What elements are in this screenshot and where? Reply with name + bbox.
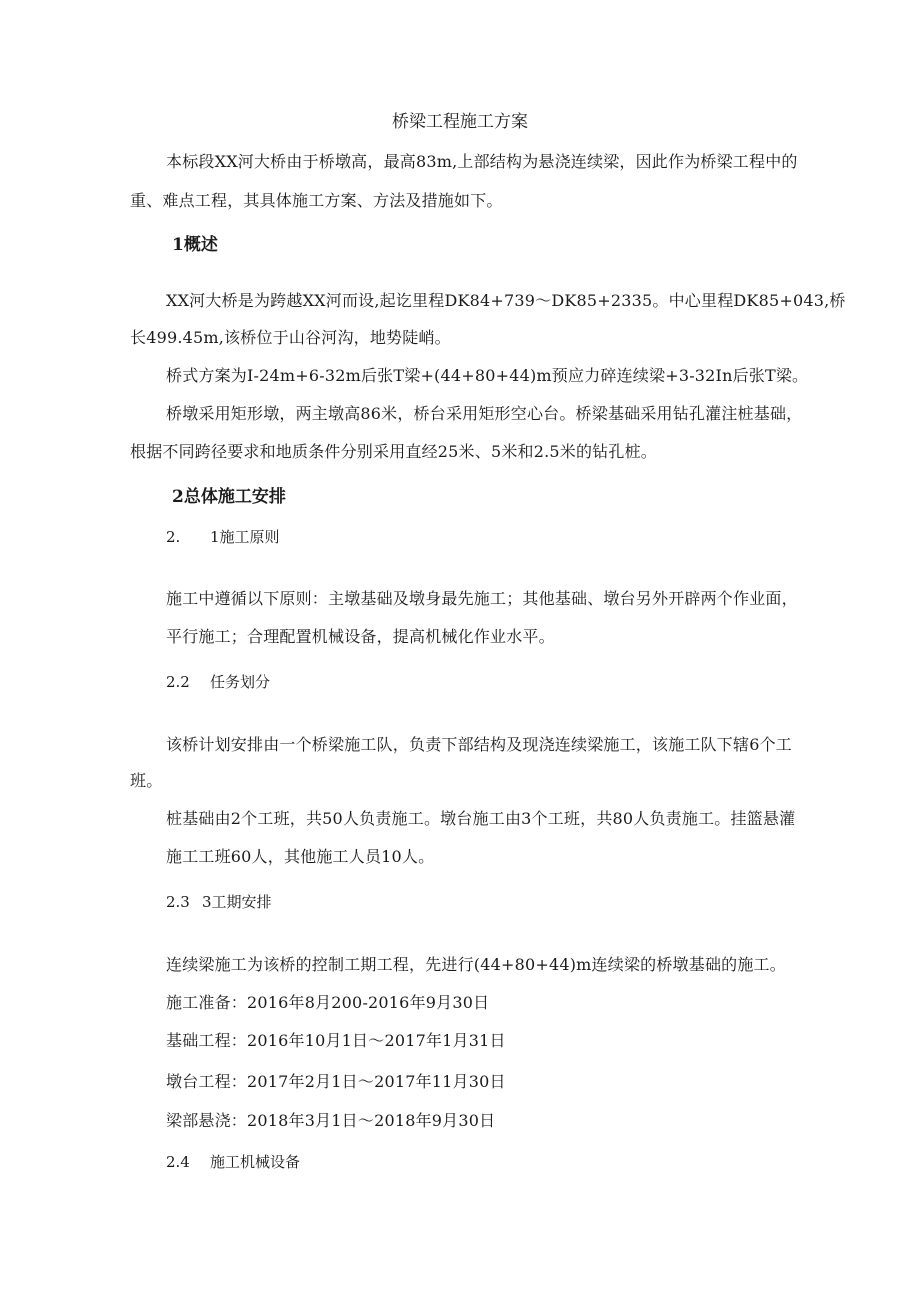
subsection-2-3-heading: [166, 890, 272, 914]
section-1-p2: 桥式方案为I-24m+6-32m后张T梁+(44+80+44)m预应力碎连续梁+3-32In后张T梁。: [166, 366, 809, 385]
section-2-heading: 2总体施工安排: [172, 487, 286, 507]
section-1-p3-line-2: 根据不同跨径要求和地质条件分别采用直经25米、5米和2.5米的钻孔桩。: [130, 442, 657, 461]
subsection-2-3-p1: 连续梁施工为该桥的控制工期工程，先进行(44+80+44)m连续梁的桥墩基础的施工。: [166, 955, 786, 974]
schedule-item: 基础工程：2016年10月1日～2017年1月31日: [166, 1031, 506, 1050]
subsection-2-4-number: 2.4: [166, 1153, 190, 1171]
subsection-2-2-heading: [166, 670, 270, 694]
subsection-2-4-label: 施工机械设备: [210, 1153, 301, 1171]
subsection-2-2-number: 2.2: [166, 673, 190, 691]
schedule-item: 梁部悬浇：2018年3月1日～2018年9月30日: [166, 1111, 496, 1130]
subsection-2-3-number: 2.3: [166, 893, 190, 911]
subsection-2-2-p2-line-2: 施工工班60人，其他施工人员10人。: [166, 847, 435, 866]
intro-line-1: 本标段XX河大桥由于桥墩高，最高83m,上部结构为悬浇连续梁，因此作为桥梁工程中的: [166, 152, 798, 171]
subsection-2-1-heading: [166, 525, 280, 549]
section-1-heading: 1概述: [172, 235, 218, 255]
subsection-2-3-label: 3工期安排: [202, 893, 272, 911]
subsection-2-2-p2-line-1: 桩基础由2个工班，共50人负责施工。墩台施工由3个工班，共80人负责施工。挂篮悬灌: [166, 809, 796, 828]
section-1-p1-line-2: 长499.45m,该桥位于山谷河沟，地势陡峭。: [130, 328, 451, 347]
schedule-item: 施工准备：2016年8月200-2016年9月30日: [166, 993, 490, 1012]
subsection-2-1-p-line-1: 施工中遵循以下原则：主墩基础及墩身最先施工；其他基础、墩台另外开辟两个作业面，: [166, 589, 798, 608]
document-title: 桥梁工程施工方案: [392, 112, 528, 132]
subsection-2-4-heading: [166, 1150, 300, 1174]
intro-line-2: 重、难点工程，其具体施工方案、方法及措施如下。: [130, 191, 503, 210]
subsection-2-1-p-line-2: 平行施工；合理配置机械设备，提高机械化作业水平。: [166, 627, 555, 646]
section-1-p3-line-1: 桥墩采用矩形墩，两主墩高86米，桥台采用矩形空心台。桥梁基础采用钻孔灌注桩基础，: [166, 404, 803, 423]
subsection-2-1-number: 2.: [166, 528, 181, 546]
subsection-2-2-label: 任务划分: [210, 673, 271, 691]
section-1-p1-line-1: XX河大桥是为跨越XX河而设,起讫里程DK84+739～DK85+2335。中心里程DK85+043,桥: [166, 291, 846, 310]
subsection-2-1-label: 1施工原则: [210, 528, 280, 546]
subsection-2-2-p1-line-1: 该桥计划安排由一个桥梁施工队，负责下部结构及现浇连续梁施工，该施工队下辖6个工: [166, 735, 792, 754]
schedule-item: 墩台工程：2017年2月1日～2017年11月30日: [166, 1072, 506, 1091]
subsection-2-2-p1-line-2: 班。: [130, 771, 163, 790]
